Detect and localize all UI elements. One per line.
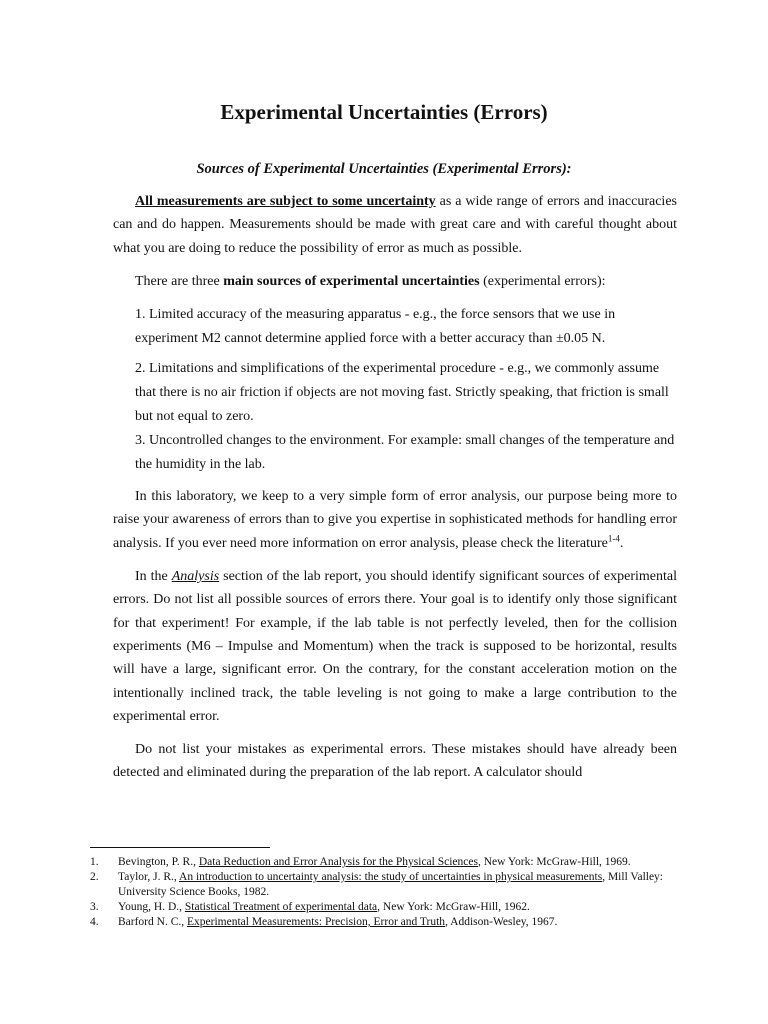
list-item: 2. Limitations and simplifications of the experimental procedure - e.g., we commonly assume that there is no air friction if objects are not moving fast. Strictly speaking, that friction is small but not equal to zero. <box>135 361 669 425</box>
footnote-item <box>90 855 690 870</box>
footnote-publisher: , Addison-Wesley, 1967. <box>445 916 558 928</box>
footnote-publisher: , New York: McGraw-Hill, 1962. <box>377 901 530 913</box>
paragraph-error-analysis-end: . <box>619 535 624 551</box>
footnote-work-title: Statistical Treatment of experimental data <box>184 901 378 913</box>
section-subtitle: Sources of Experimental Uncertainties (Experimental Errors): <box>196 161 572 177</box>
paragraph-intro-text: as a wide range of errors and inaccuracies can and do happen. Measurements should be made with great care and with careful thought about what you are doing to reduce the possibility of error as much as possible. <box>113 194 677 256</box>
footnote-author: Barford N. C., <box>118 916 187 928</box>
paragraph-error-analysis-text: In this laboratory, we keep to a very simple form of error analysis, our purpose being more to raise your awareness of errors than to give you expertise in sophisticated methods for handling error analysis. If you ever need more information on error analysis, please check the literature <box>113 489 677 551</box>
paragraph-sources <box>113 270 677 293</box>
analysis-term: Analysis <box>171 569 220 585</box>
footnote-author: Taylor, J. R., <box>118 871 180 883</box>
paragraph-analysis-pre: In the <box>135 569 172 585</box>
paragraph-intro <box>113 190 677 260</box>
paragraph-sources-post: (experimental errors): <box>479 273 606 289</box>
footnote-number: 1. <box>90 856 99 868</box>
footnote-item <box>90 870 690 900</box>
main-sources-phrase: main sources of experimental uncertainties <box>223 273 480 289</box>
footnote-publisher: , Mill Valley: University Science Books, 1982. <box>118 871 664 898</box>
paragraph-analysis-section <box>113 565 677 728</box>
footnote-work-title: An introduction to uncertainty analysis: the study of uncertainties in physical measurements <box>179 871 603 883</box>
paragraph-mistakes: Do not list your mistakes as experimental errors. These mistakes should have already been detected and eliminated during the preparation of the lab report. A calculator should <box>113 742 677 781</box>
footnote-divider <box>90 847 270 848</box>
footnotes <box>90 855 690 930</box>
footnote-work-title: Data Reduction and Error Analysis for the Physical Sciences <box>198 856 478 868</box>
list-item: 1. Limited accuracy of the measuring apparatus - e.g., the force sensors that we use in experiment M2 cannot determine applied force with a better accuracy than ±0.05 N. <box>135 307 616 347</box>
citation-superscript: 1-4 <box>607 533 620 544</box>
footnote-publisher: , New York: McGraw-Hill, 1969. <box>477 856 631 868</box>
footnote-number: 2. <box>90 871 99 883</box>
list-item: 3. Uncontrolled changes to the environment. For example: small changes of the temperature and the humidity in the lab. <box>135 433 675 473</box>
key-statement: All measurements are subject to some uncertainty <box>135 194 436 209</box>
paragraph-error-analysis <box>113 485 677 555</box>
paragraph-sources-pre: There are three <box>135 273 224 289</box>
footnote-author: Young, H. D., <box>118 901 185 913</box>
footnote-number: 3. <box>90 901 99 913</box>
footnote-number: 4. <box>90 916 99 928</box>
footnote-work-title: Experimental Measurements: Precision, Error and Truth <box>187 916 446 928</box>
footnote-author: Bevington, P. R., <box>118 856 199 868</box>
body-text <box>113 190 677 795</box>
page-title: Experimental Uncertainties (Errors) <box>220 100 548 124</box>
footnote-item <box>90 900 690 915</box>
paragraph-analysis-post: section of the lab report, you should identify significant sources of experimental errors. Do not list all possible sources of errors there. Your goal is to identify only those significant for that experiment! For example, if the lab table is not perfectly leveled, then for the collision experiments (M6 – Impulse and Momentum) when the track is supposed to be horizontal, results will have a large, significant error. On the contrary, for the constant acceleration motion on the intentionally inclined track, the table leveling is not going to make a large contribution to the experimental error. <box>113 569 678 724</box>
footnote-item <box>90 915 690 930</box>
